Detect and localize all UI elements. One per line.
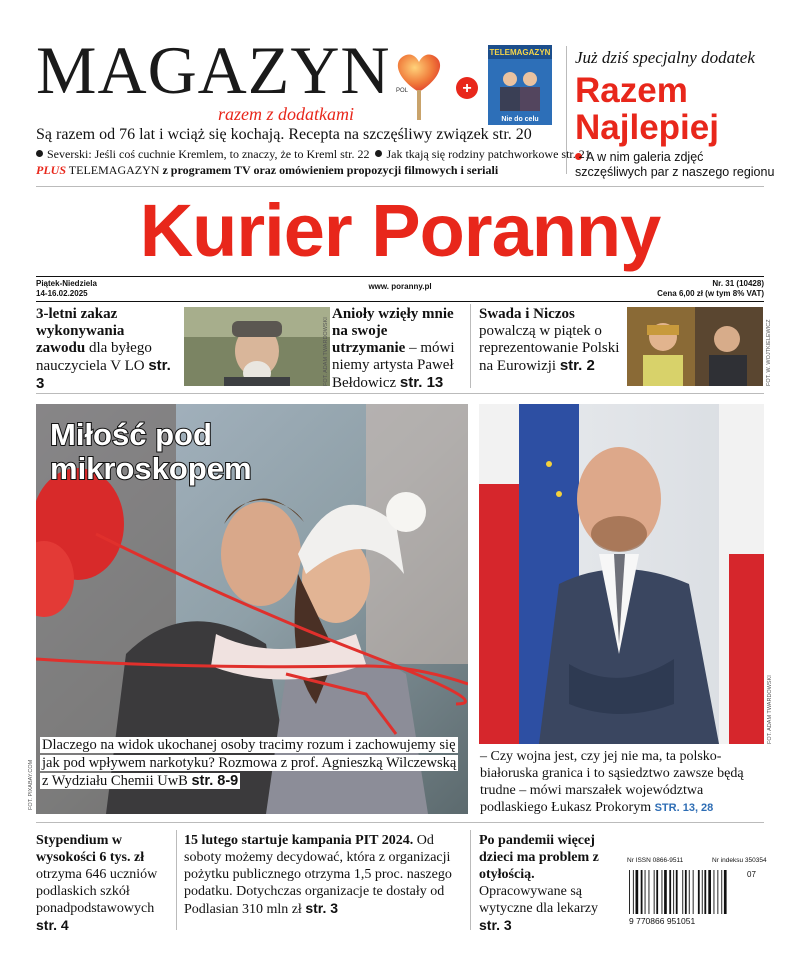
story-pit[interactable]: 15 lutego startuje kampania PIT 2024. Od soboty możemy decydować, która z organizacji pożytku publicznego otrzyma 1,5 proc. naszego podatku. Dotychczas organizacje te dostały od Podlasian 310 mln zł str. 3 [184, 833, 452, 917]
telemagazyn-name: TELEMAGAZYN [68, 163, 160, 177]
divider [470, 830, 471, 930]
supplement-title [575, 72, 719, 146]
magazyn-subtitle: razem z dodatkami [218, 104, 354, 124]
barcode-digits: 9 770866 951051 [629, 916, 696, 926]
magazine-secondary-teasers [36, 147, 591, 162]
divider [470, 304, 471, 388]
index-label: Nr indeksu 350354 [712, 857, 767, 864]
divider [36, 822, 764, 823]
divider [36, 186, 764, 187]
website-link[interactable]: www. poranny.pl [368, 282, 432, 291]
divider [176, 830, 177, 930]
magazine-main-teaser[interactable]: Są razem od 76 lat i wciąż się kochają. Recepta na szczęśliwy związek str. 20 [36, 126, 532, 143]
barcode-image [627, 870, 767, 926]
love-title-line1: Miłość pod [50, 417, 212, 452]
price: Cena 6,00 zł (w tym 8% VAT) [657, 289, 764, 298]
issn-label: Nr ISSN 0866-9511 [627, 857, 684, 864]
story-obesity[interactable]: Po pandemii więcej dzieci ma problem z otyłością. Opracowywane są wytyczne dla lekarzy str. 3 [479, 833, 599, 933]
love-story-caption[interactable]: Dlaczego na widok ukochanej osoby tracimy rozum i zachowujemy się jak pod wpływem narkotyku? Rozmowa z prof. Agnieszką Wilczewską z Wydziału Chemii UwB str. 8-9 [42, 737, 457, 789]
supplement-title-line1: Razem [575, 71, 688, 110]
story-angels[interactable]: Anioły wzięły mnie na swoje utrzymanie – mówi niemy artysta Paweł Bełdowicz str. 13 [332, 306, 455, 391]
plus-badge [455, 76, 479, 100]
plus-label: PLUS [36, 163, 66, 177]
telemagazyn-cover-image [488, 45, 552, 125]
divider [36, 276, 764, 277]
photo-credit: FOT. W. WOJTKIELEWICZ [766, 319, 772, 386]
issue-info [657, 279, 764, 299]
magazyn-title: MAGAZYN [36, 32, 391, 108]
love-story-title[interactable] [50, 418, 252, 486]
photo-credit: FOT. ADAM TWARDOWSKI [767, 675, 773, 744]
svg-text:+: + [462, 80, 472, 97]
bullet-icon [36, 150, 43, 157]
teaser-patchwork[interactable]: Jak tkają się rodziny patchworkowe str. 21 [386, 147, 591, 161]
eurovision-duo-photo [627, 307, 763, 386]
love-title-line2: mikroskopem [50, 451, 252, 486]
telemagazyn-teaser[interactable] [36, 163, 498, 178]
photo-credit: FOT. PIXABAY.COM [28, 759, 34, 810]
tv-cover-headline: Nie do celu [501, 116, 539, 123]
masthead-title: Kurier Poranny [139, 189, 661, 272]
supplement-kicker: Już dziś specjalny dodatek [575, 48, 755, 67]
bullet-icon [375, 150, 382, 157]
tv-cover-logo: TELEMAGAZYN [489, 48, 551, 57]
story-eurovision[interactable]: Swada i Niczos powalczą w piątek o reprezentowanie Polski na Eurowizji str. 2 [479, 306, 620, 374]
story-teacher-ban[interactable]: 3-letni zakaz wykonywania zawodu dla byłego nauczyciela V LO str. 3 [36, 306, 171, 392]
telemagazyn-text: z programem TV oraz omówieniem propozycji filmowych i seriali [162, 163, 499, 177]
date: 14-16.02.2025 [36, 289, 88, 298]
divider [36, 301, 764, 302]
artist-photo [184, 307, 330, 386]
issue-number: Nr. 31 (10428) [712, 279, 764, 288]
story-scholarship[interactable]: Stypendium w wysokości 6 tys. zł otrzyma 646 uczniów podlaskich szkół ponadpodstawowych str. 4 [36, 833, 158, 933]
day-label: Piątek-Niedziela [36, 279, 97, 288]
divider [36, 393, 764, 394]
heart-lollipop-image [388, 46, 450, 120]
heart-label: POL [396, 88, 409, 94]
politician-photo [479, 404, 764, 744]
supplement-title-line2: Najlepiej [575, 108, 719, 147]
supplement-description: A w nim galeria zdjęć szczęśliwych par z naszego regionu [575, 150, 775, 179]
photo-credit: FOT. ADAM TWARDOWSKI [323, 317, 329, 386]
politician-caption[interactable]: – Czy wojna jest, czy jej nie ma, ta polsko-białoruska granica i to sąsiedztwo zawsze będą trudne – mówi marszałek województwa podlaskiego Łukasz Prokorym STR. 13, 28 [480, 749, 744, 815]
issue-code: 07 [747, 870, 756, 879]
teaser-severski[interactable]: Severski: Jeśli coś cuchnie Kremlem, to znaczy, że to Kreml str. 22 [47, 147, 370, 161]
